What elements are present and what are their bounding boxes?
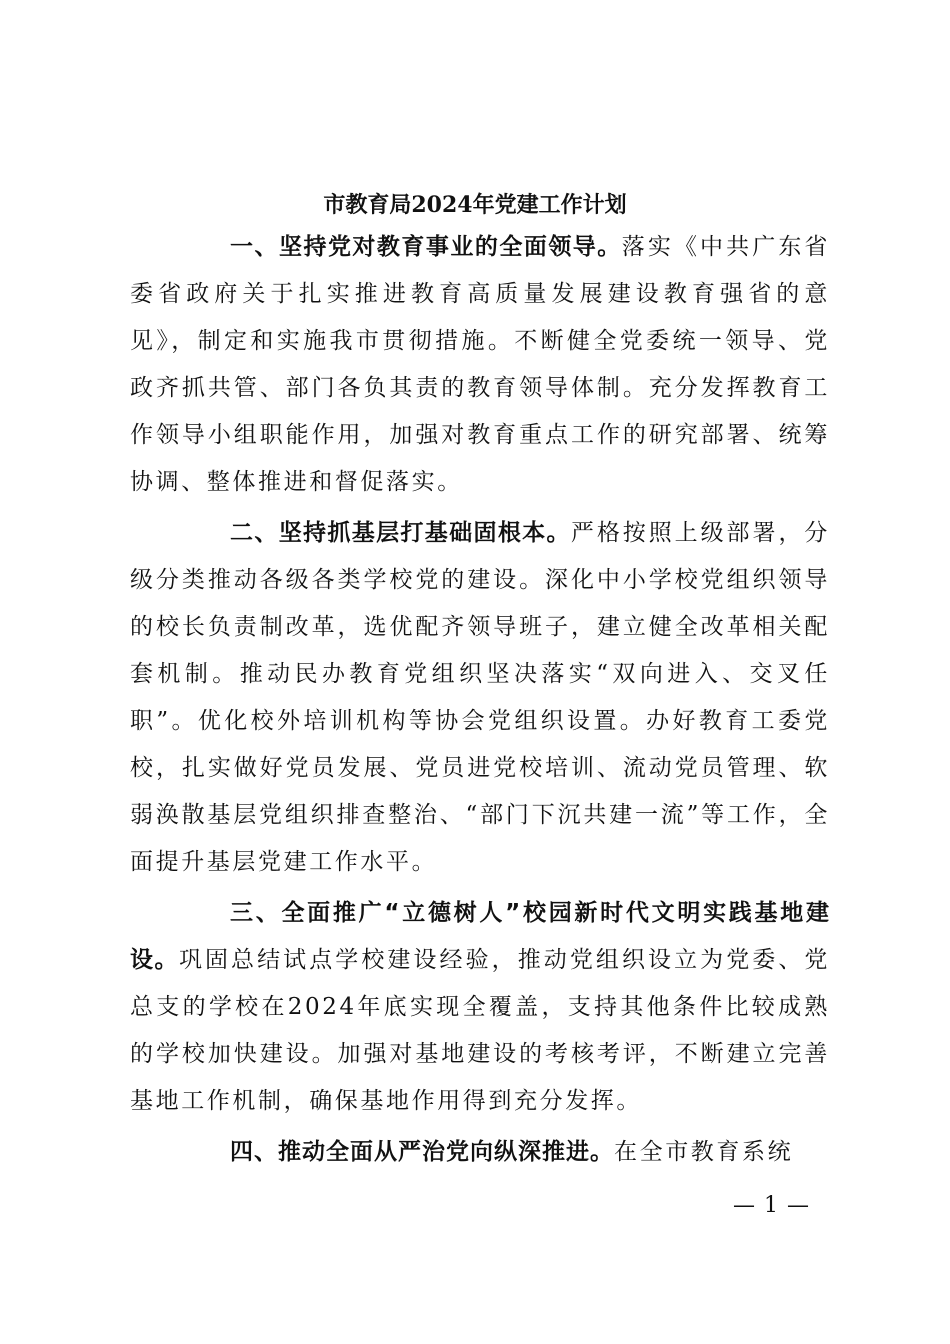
page-number: — 1 — (733, 1193, 810, 1218)
section-heading: 二、坚持抓基层打基础固根本。 (230, 520, 571, 546)
paragraph-3 (130, 890, 830, 1125)
section-text: 落实《中共广东省委省政府关于扎实推进教育高质量发展建设教育强省的意见》，制定和实施我市贯彻措施。不断健全党委统一领导、党政齐抓共管、部门各负其责的教育领导体制。充分发挥教育工作领导小组职能作用，加强对教育重点工作的研究部署、统筹协调、整体推进和督促落实。 (130, 234, 831, 495)
section-heading: 一、坚持党对教育事业的全面领导。 (230, 234, 622, 260)
document-title: 市教育局2024年党建工作计划 (323, 192, 627, 218)
paragraph-1 (130, 224, 830, 506)
paragraph-4 (130, 1129, 830, 1176)
section-text: 巩固总结试点学校建设经验，推动党组织设立为党委、党总支的学校在2024年底实现全覆盖，支持其他条件比较成熟的学校加快建设。加强对基地建设的考核考评，不断建立完善基地工作机制，确保基地作用得到充分发挥。 (130, 947, 831, 1114)
section-text: 严格按照上级部署，分级分类推动各级各类学校党的建设。深化中小学校党组织领导的校长负责制改革，选优配齐领导班子，建立健全改革相关配套机制。推动民办教育党组织坚决落实“双向进入、交叉任职”。优化校外培训机构等协会党组织设置。办好教育工委党校，扎实做好党员发展、党员进党校培训、流动党员管理、软弱涣散基层党组织排查整治、“部门下沉共建一流”等工作，全面提升基层党建工作水平。 (130, 520, 831, 875)
paragraph-2 (130, 510, 830, 886)
section-heading: 四、推动全面从严治党向纵深推进。 (230, 1139, 614, 1165)
section-heading: 三、全面推广“立德树人”校园新时代文明实践基地建设。 (130, 900, 830, 973)
section-text: 在全市教育系统 (614, 1139, 794, 1165)
document-body (130, 224, 830, 1176)
